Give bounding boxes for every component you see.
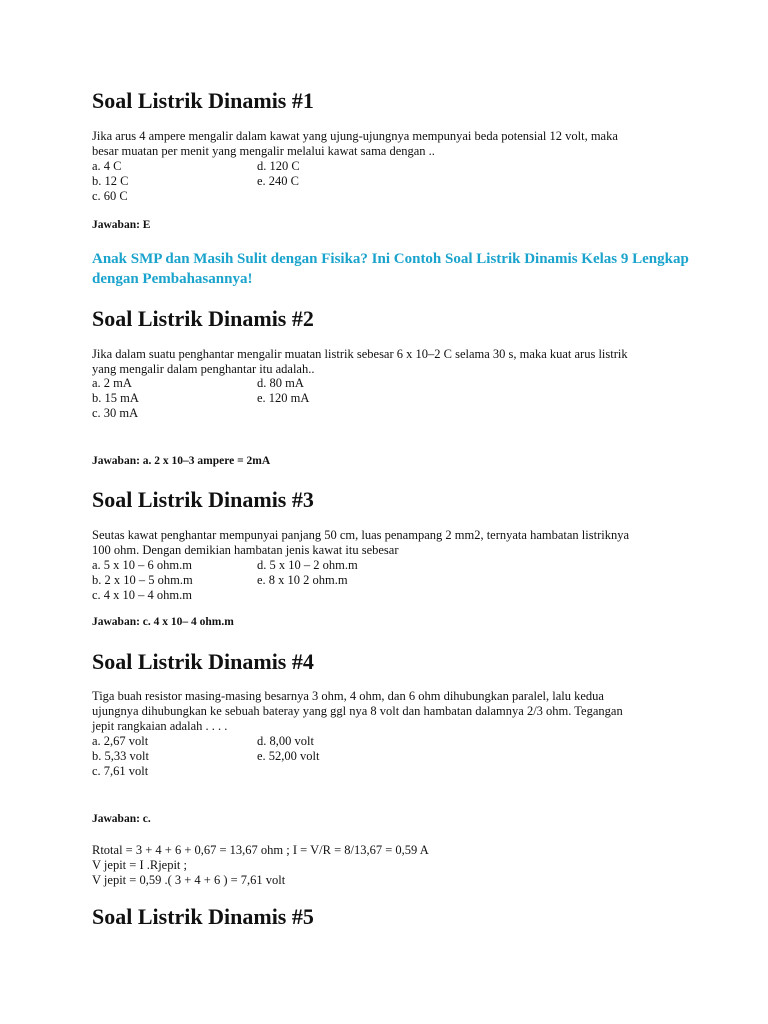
option-b: b. 5,33 volt: [92, 749, 149, 763]
option-a: a. 2 mA: [92, 376, 132, 390]
section-4-title: Soal Listrik Dinamis #4: [92, 649, 314, 674]
section-1-question-line-1: Jika arus 4 ampere mengalir dalam kawat yang ujung-ujungnya mempunyai beda potensial 12 volt, maka: [92, 129, 618, 143]
section-2-question-line-1: Jika dalam suatu penghantar mengalir muatan listrik sebesar 6 x 10–2 C selama 30 s, maka kuat arus listrik: [92, 347, 628, 361]
related-article-link[interactable]: Anak SMP dan Masih Sulit dengan Fisika? Ini Contoh Soal Listrik Dinamis Kelas 9 Lengkap dengan Pembahasannya!: [92, 251, 689, 287]
section-4-question-line-1: Tiga buah resistor masing-masing besarnya 3 ohm, 4 ohm, dan 6 ohm dihubungkan paralel, lalu kedua: [92, 689, 604, 703]
section-3-question-line-1: Seutas kawat penghantar mempunyai panjang 50 cm, luas penampang 2 mm2, ternyata hambatan listriknya: [92, 528, 629, 542]
calculation-line: V jepit = 0,59 .( 3 + 4 + 6 ) = 7,61 volt: [92, 873, 286, 887]
option-a: a. 5 x 10 – 6 ohm.m: [92, 558, 192, 572]
calculation-line: Rtotal = 3 + 4 + 6 + 0,67 = 13,67 ohm ; I = V/R = 8/13,67 = 0,59 A: [92, 843, 429, 857]
option-b: b. 2 x 10 – 5 ohm.m: [92, 573, 193, 587]
section-2-answer: Jawaban: a. 2 x 10–3 ampere = 2mA: [92, 455, 271, 467]
section-4-question-line-2: ujungnya dihubungkan ke sebuah bateray yang ggl nya 8 volt dan hambatan dalamnya 2/3 ohm. Tegangan: [92, 704, 623, 718]
option-row: [92, 391, 309, 406]
option-c: c. 4 x 10 – 4 ohm.m: [92, 588, 192, 602]
section-4-question-line-3: jepit rangkaian adalah . . . .: [92, 719, 228, 733]
section-2-title: Soal Listrik Dinamis #2: [92, 306, 314, 331]
option-d: d. 8,00 volt: [257, 734, 314, 748]
option-a: a. 4 C: [92, 159, 122, 173]
option-row: [92, 558, 358, 573]
section-4-question: [92, 689, 692, 734]
option-e: e. 8 x 10 2 ohm.m: [257, 573, 348, 587]
calculation-line: V jepit = I .Rjepit ;: [92, 858, 188, 872]
section-3-question: [92, 528, 692, 558]
section-1-question-line-2: besar muatan per menit yang mengalir melalui kawat sama dengan ..: [92, 144, 435, 158]
option-row: [92, 406, 309, 421]
section-1-question: [92, 129, 692, 159]
option-row: [92, 573, 358, 588]
option-b: b. 12 C: [92, 174, 129, 188]
option-b: b. 15 mA: [92, 391, 139, 405]
option-e: e. 240 C: [257, 174, 300, 188]
section-1-title: Soal Listrik Dinamis #1: [92, 88, 314, 113]
option-row: [92, 764, 320, 779]
option-row: [92, 159, 300, 174]
option-d: d. 120 C: [257, 159, 300, 173]
section-3-title: Soal Listrik Dinamis #3: [92, 487, 314, 512]
option-d: d. 5 x 10 – 2 ohm.m: [257, 558, 358, 572]
option-row: [92, 734, 320, 749]
section-1-options: [92, 159, 300, 204]
option-row: [92, 174, 300, 189]
section-4-calculation: [92, 843, 429, 888]
option-row: [92, 376, 309, 391]
section-5-title: Soal Listrik Dinamis #5: [92, 904, 314, 929]
option-e: e. 52,00 volt: [257, 749, 320, 763]
option-c: c. 7,61 volt: [92, 764, 149, 778]
option-e: e. 120 mA: [257, 391, 310, 405]
option-row: [92, 588, 358, 603]
section-2-question: [92, 347, 692, 377]
section-4-answer: Jawaban: c.: [92, 813, 151, 825]
section-2-options: [92, 376, 309, 421]
section-3-options: [92, 558, 358, 603]
section-1-answer: Jawaban: E: [92, 219, 151, 231]
option-row: [92, 749, 320, 764]
section-4-options: [92, 734, 320, 779]
option-d: d. 80 mA: [257, 376, 304, 390]
option-a: a. 2,67 volt: [92, 734, 149, 748]
section-3-question-line-2: 100 ohm. Dengan demikian hambatan jenis kawat itu sebesar: [92, 543, 399, 557]
section-2-question-line-2: yang mengalir dalam penghantar itu adalah..: [92, 362, 315, 376]
option-row: [92, 189, 300, 204]
section-3-answer: Jawaban: c. 4 x 10– 4 ohm.m: [92, 616, 234, 628]
option-c: c. 60 C: [92, 189, 128, 203]
option-c: c. 30 mA: [92, 406, 139, 420]
